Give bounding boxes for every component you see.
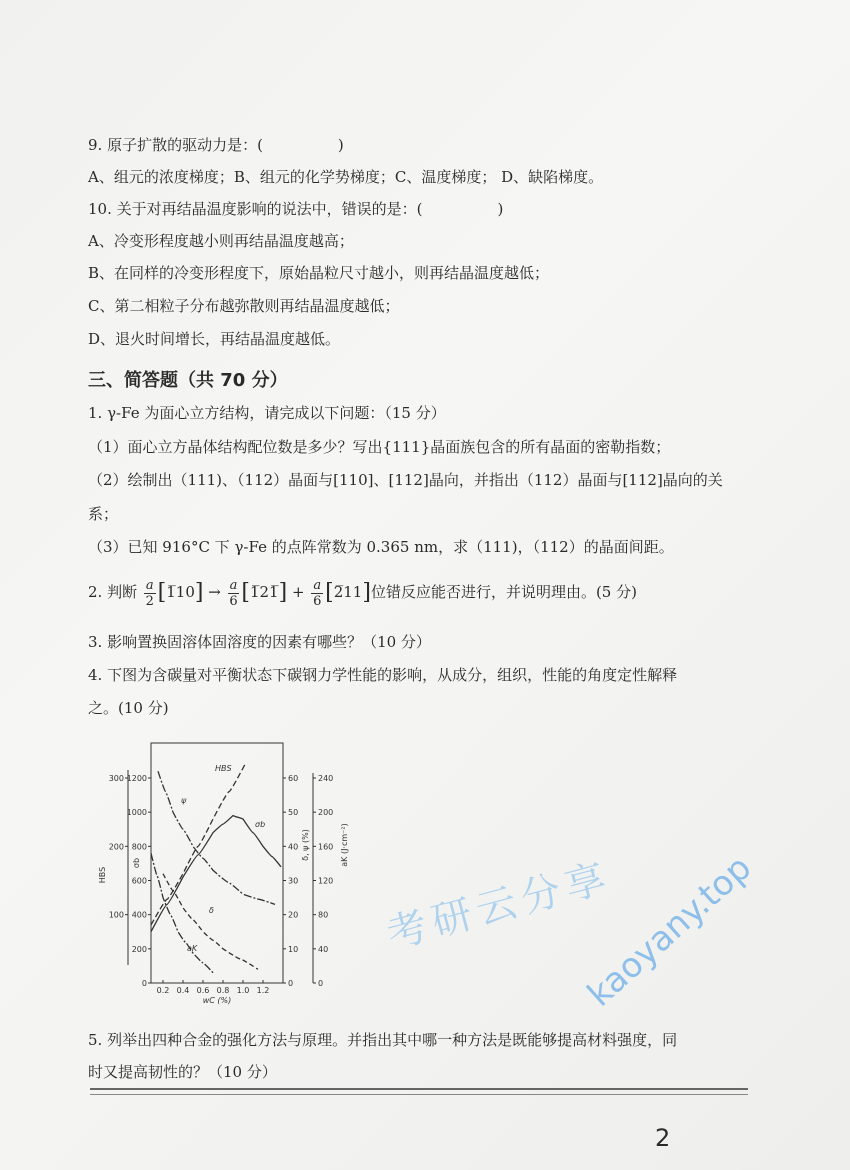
question-10-option-a: A、冷变形程度越小则再结晶温度越高； [88,232,354,250]
divider [90,1088,748,1095]
fraction: $\frac{a}{6}$ [313,577,322,609]
x-tick-label: 0.8 [216,986,230,995]
axis-tick-label: 100 [108,910,124,920]
x-tick-label: 1.2 [256,986,270,995]
watermark-url: kaoyany.top [580,847,760,1015]
axis-tick-label: 0 [288,979,294,988]
axis-tick-label: 200 [318,808,334,818]
vector-3: 2̅11 [333,583,363,601]
series-label: aK [187,944,198,953]
watermark-cn: 考研云分享 [382,854,617,959]
x-tick-label: 0.4 [176,986,190,995]
axis-tick-label: 60 [288,774,299,783]
axis-tick-label: 240 [318,774,334,783]
q5-cont: 时又提高韧性的？（10 分） [88,1063,277,1081]
axis-tick-label: 400 [131,910,147,920]
series-label: HBS [215,764,232,773]
axis-tick-label: 0 [318,979,324,988]
bracket: [ [157,580,167,605]
axis-tick-label: 300 [108,774,124,783]
x-axis-label: wC (%) [202,996,232,1005]
axis-tick-label: 120 [318,876,334,886]
axis-tick-label: 800 [131,842,147,852]
carbon-steel-properties-chart [95,735,360,1005]
series-HBS-line [151,764,245,925]
arrow: → [208,583,221,601]
axis-tick-label: 1200 [126,774,147,783]
question-10: 10. 关于对再结晶温度影响的说法中，错误的是：( ) [88,200,504,218]
question-10-option-d: D、退火时间增长，再结晶温度越低。 [88,330,341,348]
axis-tick-label: 200 [108,842,124,852]
x-tick-label: 0.6 [196,986,210,995]
axis-tick-label: 600 [131,876,147,886]
q4: 4. 下图为含碳量对平衡状态下碳钢力学性能的影响，从成分，组织，性能的角度定性解释 [88,666,678,684]
chart-frame [151,743,283,983]
vector-2: 1̅21̅ [249,583,279,601]
axis-tick-label: 40 [318,944,329,954]
question-9: 9. 原子扩散的驱动力是：( ) [88,136,344,154]
axis-tick-label: 0 [141,979,147,988]
bracket: ] [194,580,204,605]
section-title: 三、简答题（共 70 分） [88,370,288,391]
axis-tick-label: 20 [288,910,299,920]
question-9-options: A、组元的浓度梯度；B、组元的化学势梯度；C、温度梯度； D、缺陷梯度。 [88,168,604,186]
axis-tick-label: 200 [131,944,147,954]
page-number: 2 [655,1124,671,1152]
question-10-option-c: C、第二相粒子分布越弥散则再结晶温度越低； [88,297,400,315]
axis-tick-label: 10 [288,944,299,954]
x-tick-label: 1.0 [236,986,250,995]
q4-cont: 之。(10 分) [88,699,169,717]
fraction: $\frac{a}{2}$ [145,577,154,609]
x-tick-label: 0.2 [156,986,170,995]
axis-tick-label: 80 [318,910,329,920]
series-label: δ [209,906,214,915]
axis-tick-label: 30 [288,876,299,886]
series-aK-line [151,853,213,973]
q1-part3: （3）已知 916°C 下 γ-Fe 的点阵常数为 0.365 nm，求（111)，（112）的晶面间距。 [88,538,674,556]
axis-label: σb [132,857,141,869]
bracket: [ [325,580,334,605]
fraction: $\frac{a}{6}$ [229,577,238,609]
q3: 3. 影响置换固溶体固溶度的因素有哪些？（10 分） [88,633,431,651]
bracket: ] [278,580,288,605]
axis-label: HBS [98,866,107,884]
q2-suffix: 位错反应能否进行，并说明理由。(5 分) [370,583,637,601]
axis-tick-label: 1000 [126,808,147,818]
axis-label: aK (J·cm⁻²) [340,823,349,867]
q2 [88,574,637,611]
q5: 5. 列举出四种合金的强化方法与原理。并指出其中哪一种方法是既能够提高材料强度，同 [88,1031,678,1049]
q1-part1: （1）面心立方晶体结构配位数是多少？写出{111}晶面族包含的所有晶面的密勒指数； [88,438,671,456]
q2-prefix: 2. 判断 [88,583,138,601]
q1-stem: 1. γ-Fe 为面心立方结构，请完成以下问题：（15 分） [88,404,446,422]
axis-tick-label: 50 [288,808,299,818]
q1-part2: （2）绘制出（111)、（112）晶面与[110]、[112]晶向，并指出（112）晶面与[112]晶向的关 [88,471,723,489]
q1-part2-cont: 系； [88,505,119,523]
vector-1: 1̅10 [166,583,195,601]
series-label: σb [255,820,266,829]
axis-tick-label: 40 [288,842,299,852]
axis-tick-label: 160 [318,842,334,852]
bracket: ] [362,580,371,605]
question-10-option-b: B、在同样的冷变形程度下，原始晶粒尺寸越小，则再结晶温度越低； [88,264,550,282]
axis-label: δ, ψ (%) [301,829,310,861]
series-label: ψ [181,796,187,805]
plus: + [291,583,305,601]
bracket: [ [241,580,250,605]
